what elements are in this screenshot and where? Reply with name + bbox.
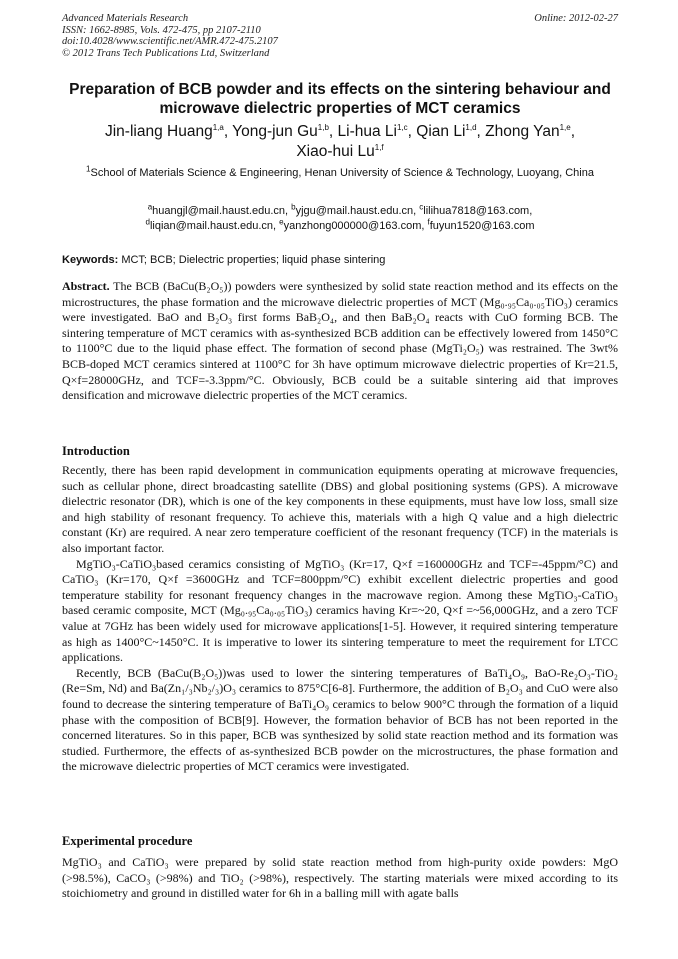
email-mark: b	[291, 202, 296, 212]
author-name: Qian Li	[416, 123, 466, 140]
abstract-label: Abstract.	[62, 279, 110, 293]
email-address[interactable]: yanzhong000000@163.com	[283, 220, 422, 232]
author-list: Jin-liang Huang$^{1,a}$, Yong-jun Gu$^{1,b}$, Li-hua Li$^{1,c}$, Qian Li$^{1,d}$, Zhong Yan$^{1,e}$, Xiao-hui Lu$^{1,f}$	[104, 122, 576, 160]
author-name: Jin-liang Huang	[104, 123, 213, 140]
paragraph: MgTiO₃ and CaTiO₃ were prepared by solid state reaction method from high-purity oxide powders: MgO (>98.5%), CaCO₃ (>98%) and TiO₂ (>98%), respectively. The starting materials were mixed according to its stoichiometry and ground in distilled water for 6h in a balling mill with agate balls	[62, 855, 618, 901]
affiliation-mark: 1	[86, 164, 91, 174]
affiliation	[62, 166, 618, 181]
abstract	[62, 279, 618, 404]
email-mark: e	[279, 217, 284, 227]
abstract-text-2: BaO and B₂O₃ first forms BaB₂O₄, and then BaB₂O₄ reacts with CuO forming BCB. The sintering temperature of MCT ceramics with as-synthesized BCB addition can be effectively lowered from 1450°C to 1100°C due to the liquid phase effect. The formation of second phase (MgTi₂O₅) was restrained. The 3wt% BCB-doped MCT ceramics sintered at 1100°C for 3h have optimum microwave dielectric properties of Kr=21.5, Q×f=28000GHz, and TCF=-3.3ppm/°C. Obviously, BCB could be a suitable sintering aid that improves densification and microwave dielectric properties of the MCT ceramics.	[62, 310, 618, 403]
keywords-text: MCT; BCB; Dielectric properties; liquid phase sintering	[121, 254, 386, 266]
paragraph: Recently, there has been rapid development in communication equipments operating at microwave frequencies, such as cellular phone, direct broadcasting satellite (DBS) and global positioning systems (GPS). A microwave dielectric resonator (DR), which is one of the key components in these equipments, must have low loss, small size and high stability of resonant frequency. To achieve this, materials with a high Q value and a high dielectric constant (Kr) are required. A near zero temperature coefficient of the resonant frequency (TCF) in the materials is also important factor.	[62, 463, 618, 555]
affiliation-text: School of Materials Science & Engineering, Henan University of Science & Technology, Luoyang, China	[90, 167, 594, 179]
email-address[interactable]: liqian@mail.haust.edu.cn	[149, 220, 274, 232]
email-mark: a	[147, 202, 153, 212]
email-address[interactable]: huangjl@mail.haust.edu.cn	[152, 205, 285, 217]
author-name: Li-hua Li	[337, 123, 397, 140]
issn-line: ISSN: 1662-8985, Vols. 472-475, pp 2107-2110	[62, 24, 261, 36]
email-address[interactable]: fuyun1520@163.com	[429, 220, 535, 232]
introduction-body	[62, 463, 618, 775]
author-affiliation-mark: 1,d	[465, 122, 477, 132]
author-affiliation-mark: 1,e	[559, 122, 571, 132]
author-name: Xiao-hui Lu	[296, 143, 375, 160]
section-heading-experimental: Experimental procedure	[62, 834, 193, 848]
section-heading-introduction: Introduction	[62, 444, 130, 458]
abstract-text-1: The BCB (BaCu(B₂O₅)) powders were synthesized by solid state reaction method and its effects on the microstructures, the phase formation and the microwave dielectric properties of MCT (Mg₀.₉₅Ca₀.₀₅TiO₃) ceramics were investigated.	[62, 279, 618, 325]
keywords	[62, 253, 618, 267]
paragraph: MgTiO₃-CaTiO₃based ceramics consisting of MgTiO₃ (Kr=17, Q×f =160000GHz and TCF=-45ppm/°C) and CaTiO₃ (Kr=170, Q×f =3600GHz and TCF=800ppm/°C) exhibit excellent dielectric properties and good temperature stability for resonant frequency changes in the macrowave region. Among these MgTiO₃-CaTiO₃ based ceramic composite, MCT (Mg₀.₉₅Ca₀.₀₅TiO₃) ceramics having Kr=~20, Q×f =~56,000GHz, and a zero TCF value at 7GHz has been widely used for microwave applications[1-5]. However, it required sintering temperature as high as 1400°C~1450°C. It is imperative to lower its sintering temperature to meet the requirement for LTCC applications.	[62, 556, 618, 665]
email-mark: d	[145, 217, 150, 227]
journal-name: Advanced Materials Research	[62, 13, 189, 24]
journal-header	[62, 13, 618, 59]
email-mark: f	[427, 217, 430, 227]
author-name: Yong-jun Gu	[232, 123, 318, 140]
copyright-line: © 2012 Trans Tech Publications Ltd, Switzerland	[62, 47, 270, 59]
author-affiliation-mark: 1,a	[212, 122, 224, 132]
author-name: Zhong Yan	[485, 123, 560, 140]
experimental-body	[62, 855, 618, 902]
paragraph: Recently, BCB (BaCu(B₂O₅))was used to lower the sintering temperatures of BaTi₄O₉, BaO-Re₂O₃-TiO₂ (Re=Sm, Nd) and Ba(Zn₁/₃Nb₂/₃)O₃ ceramics to 875°C[6-8]. Furthermore, the addition of B₂O₃ and CuO were also found to decrease the sintering temperature of BaTi₄O₉ ceramics to below 900°C through the formation of a liquid phase with the composition of BCB[9]. However, the formation behavior of BCB has not been reported in the concerned literatures. So in this paper, BCB was synthesized by solid state reaction method and its formation was studied. Furthermore, the effects of as-synthesized BCB powder on the microstructures, the phase formation and the microwave dielectric properties of MCT ceramics were investigated.	[62, 665, 618, 774]
email-mark: c	[419, 202, 424, 212]
author-affiliation-mark: 1,b	[317, 122, 329, 132]
paper-title: Preparation of BCB powder and its effects on the sintering behaviour and microwave dielectric properties of MCT ceramics	[69, 81, 611, 117]
email-list: $^a$huangjl@mail.haust.edu.cn, $^b$yjgu@mail.haust.edu.cn, $^c$lilihua7818@163.com, $^d$liqian@mail.haust.edu.cn, $^e$yanzhong000000@163.com, $^f$fuyun1520@163.com	[145, 202, 535, 232]
keywords-label: Keywords:	[62, 254, 119, 266]
author-affiliation-mark: 1,f	[374, 142, 384, 152]
author-affiliation-mark: 1,c	[397, 122, 408, 132]
doi-line: doi:10.4028/www.scientific.net/AMR.472-475.2107	[62, 36, 278, 47]
email-address[interactable]: yjgu@mail.haust.edu.cn	[295, 205, 414, 217]
email-address[interactable]: lilihua7818@163.com	[423, 205, 530, 217]
online-date: Online: 2012-02-27	[534, 13, 618, 24]
